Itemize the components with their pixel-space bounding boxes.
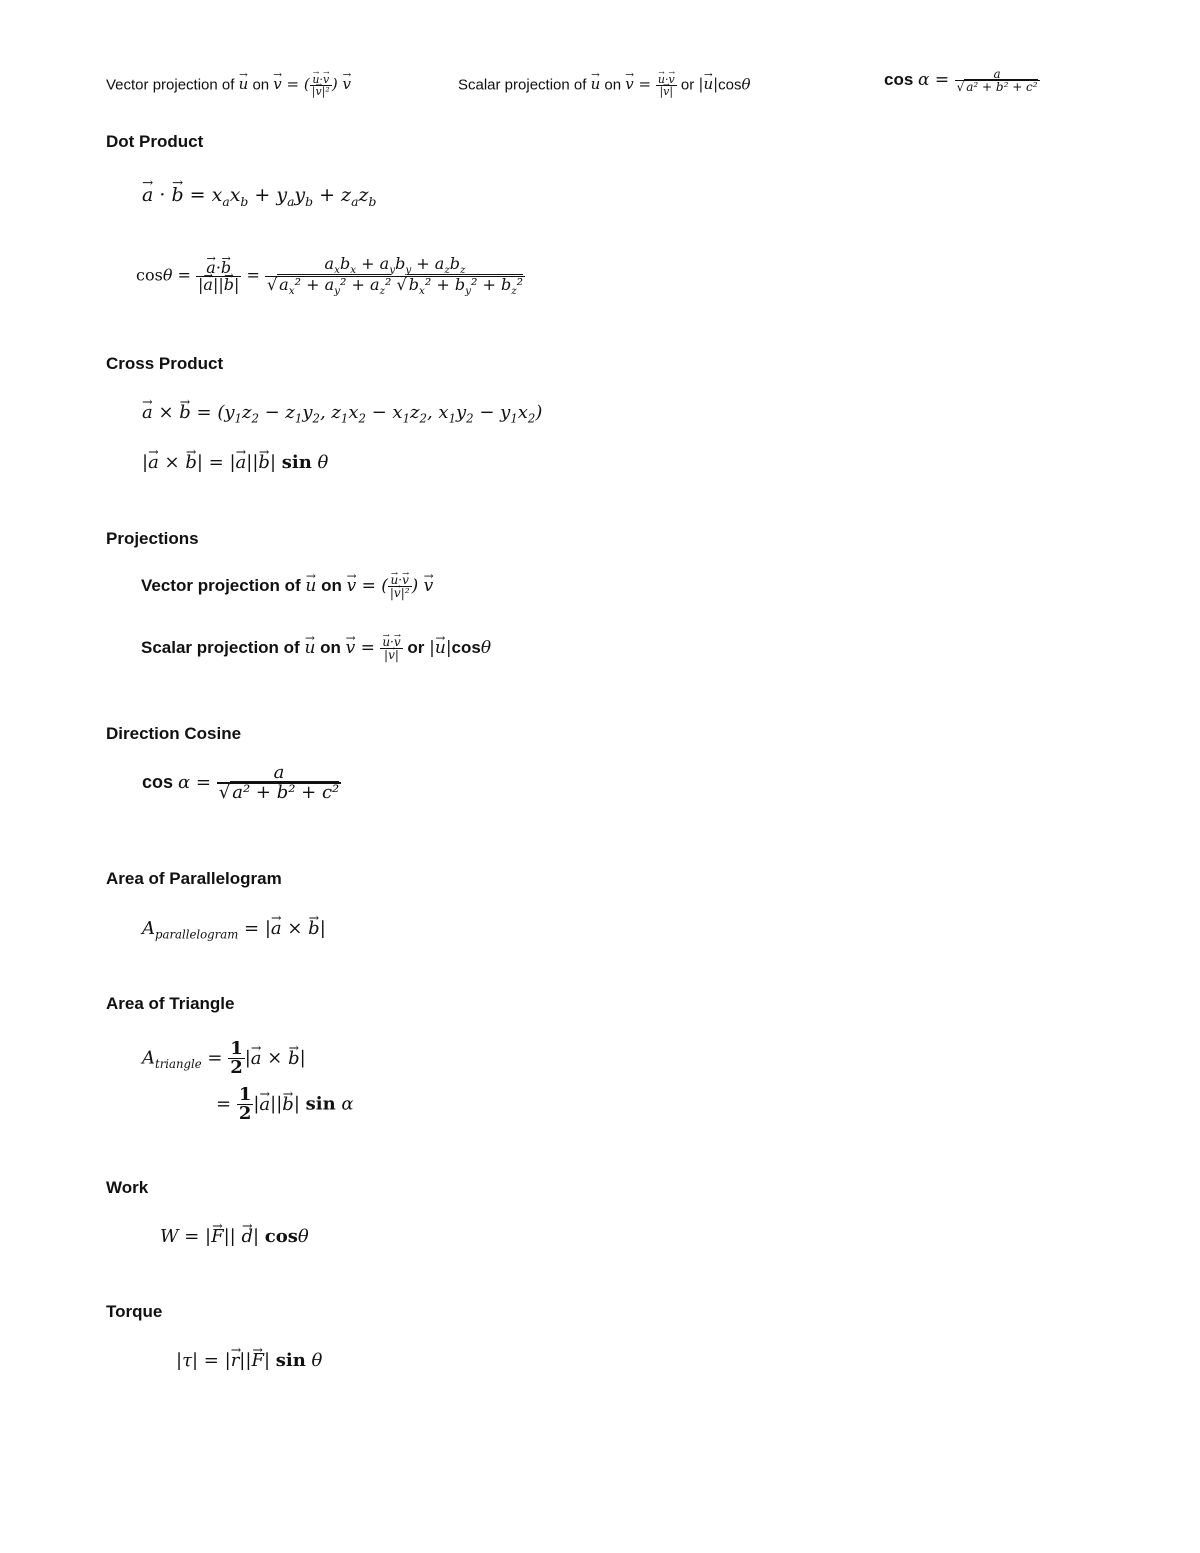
heading-direction-cosine: Direction Cosine	[106, 724, 242, 743]
top-cos-word: cos	[718, 76, 742, 94]
triangle-half-den-2: 2	[238, 1103, 252, 1124]
top-on-word: on	[252, 76, 270, 94]
top-scalar-projection-label: Scalar projection of	[458, 76, 587, 94]
torque-formula: |τ| = |→ r||→ F| sin θ	[176, 1350, 322, 1371]
top-on-word-2: on	[604, 76, 622, 94]
top-cos-bold: cos	[884, 69, 914, 89]
parallelogram-subscript: parallelogram	[155, 927, 239, 942]
heading-work: Work	[106, 1178, 149, 1197]
dot-product-angle-formula: cosθ = → $\frac{a\cdot\to b}{|\to a||\to b|}$ = $\frac{a_xb_x + a_yb_y + a_zb_z}{√ a_x^2 + a_y^2 + a_z^2 √ b_x^2 + b_y^2 + b_z^2}$	[136, 256, 525, 296]
top-direction-cosine-formula: cos α = $\frac{a}{\text{√ a² + b² + c²}}$	[884, 67, 1038, 94]
dot-product-component-formula: → a · → $b = x_ax_b + y_ay_b + z_az_b$	[142, 184, 376, 209]
top-vector-projection-formula: Vector projection of → u on → v = ( → $\frac{u\cdot\to v}{\text{|→ v|²}}$ ) → v	[106, 74, 351, 97]
heading-area-parallelogram: Area of Parallelogram	[106, 869, 282, 888]
triangle-half-num-1: 1	[230, 1038, 243, 1059]
vector-projection-label: Vector projection of	[141, 575, 301, 595]
top-vector-projection-label: Vector projection of	[106, 76, 235, 94]
triangle-area-formula-line2: = $\frac{1}{2}$ |→ a||→ b| sin α	[216, 1086, 354, 1123]
top-scalar-projection-formula: Scalar projection of → u on → v = → $\frac{u\cdot\to v}{|\to v|}$ or |→ u|cosθ	[458, 74, 751, 97]
heading-area-triangle: Area of Triangle	[106, 994, 235, 1013]
heading-torque: Torque	[106, 1302, 163, 1321]
triangle-subscript: triangle	[155, 1057, 202, 1072]
scalar-projection-or: or	[407, 637, 425, 657]
cross-sin-word: sin	[281, 452, 312, 473]
triangle-half-den-1: 2	[230, 1057, 243, 1078]
heading-projections: Projections	[106, 529, 199, 548]
top-or-word: or	[680, 76, 695, 94]
scalar-projection-on: on	[320, 637, 341, 657]
vector-projection-formula: Vector projection of → u on → v = ( → $\frac{u\cdot\to v}{\text{|→ v|²}}$ ) → v	[141, 574, 433, 599]
cross-product-component-formula: → a × → $b = (y_1z_2 - z_1y_2$, $z_1x_2 - x_1z_2$, $x_1y_2 - y_1x_2$)	[142, 402, 542, 426]
dot-cos-word: cos	[136, 265, 163, 285]
scalar-projection-cos: cos	[451, 637, 481, 657]
work-cos-word: cos	[264, 1226, 298, 1247]
triangle-sin-word: sin	[305, 1093, 336, 1115]
scalar-projection-label: Scalar projection of	[141, 637, 300, 657]
cross-product-magnitude-formula: |→ a × → b| = |→ a||→ b| sin θ	[142, 452, 328, 473]
vector-projection-on: on	[321, 575, 342, 595]
torque-sin-word: sin	[275, 1350, 306, 1371]
direction-cos-word: cos	[142, 771, 174, 792]
heading-cross-product: Cross Product	[106, 354, 224, 373]
scalar-projection-formula: Scalar projection of → u on → v = → $\frac{u\cdot\to v}{|\to v|}$ or |→ u|cosθ	[141, 636, 491, 661]
parallelogram-area-formula: $A_{parallelogram}$ = |→ a × → b|	[142, 918, 326, 942]
work-formula: W = |→ F|| → d| cosθ	[160, 1226, 309, 1247]
triangle-area-formula-line1: $A_{triangle}$ = $\frac{1}{2}$ |→ a × → b|	[142, 1040, 306, 1077]
heading-dot-product: Dot Product	[106, 132, 204, 151]
direction-cosine-formula: cos α = $\frac{a}{\text{√ a² + b² + c²}}$	[142, 762, 340, 803]
triangle-half-num-2: 1	[238, 1084, 252, 1105]
